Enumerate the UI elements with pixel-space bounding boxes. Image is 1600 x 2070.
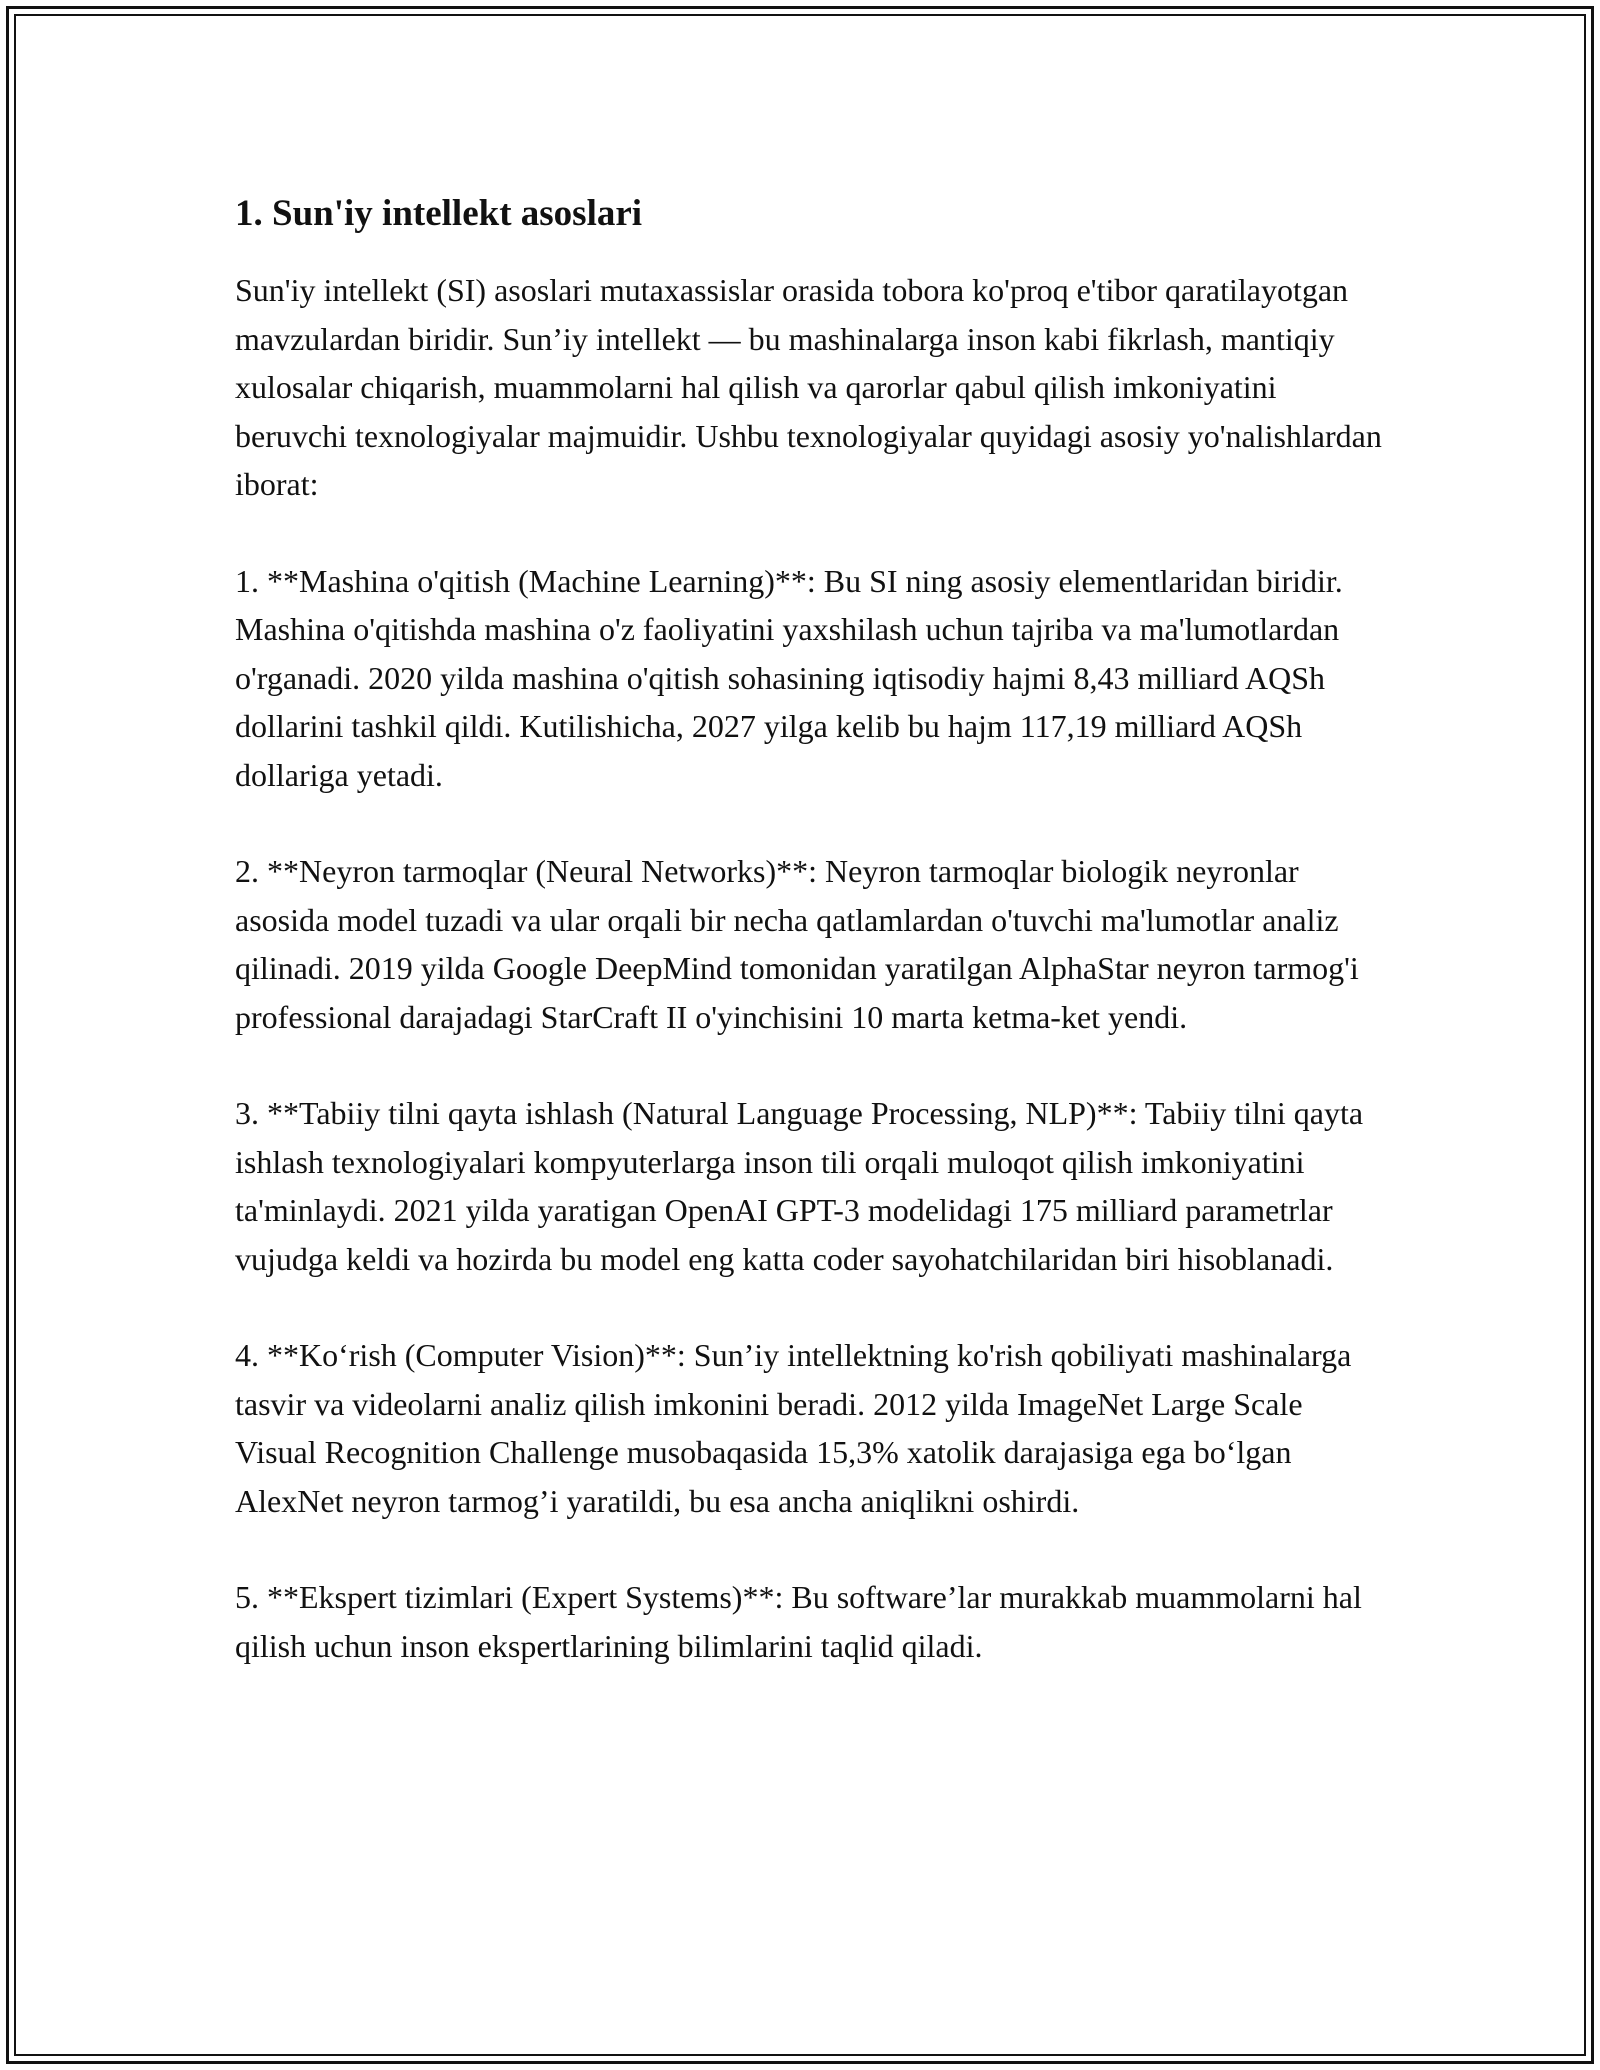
paragraph-expert-systems: 5. **Ekspert tizimlari (Expert Systems)**: Bu software’lar murakkab muammolarni hal qilish uchun inson ekspertlarining bilimlarini taqlid qiladi. [235,1579,1362,1664]
paragraph-computer-vision: 4. **Ko‘rish (Computer Vision)**: Sun’iy intellektning ko'rish qobiliyati mashinalarga tasvir va videolarni analiz qilish imkonini beradi. 2012 yilda ImageNet Large Scale Visual Recognition Challenge musobaqasida 15,3% xatolik darajasiga ega bo‘lgan AlexNet neyron tarmog’i yaratildi, bu esa ancha aniqlikni oshirdi. [235,1337,1352,1519]
paragraph-machine-learning: 1. **Mashina o'qitish (Machine Learning)**: Bu SI ning asosiy elementlaridan biridir. Mashina o'qitishda mashina o'z faoliyatini yaxshilash uchun tajriba va ma'lumotlardan o'rganadi. 2020 yilda mashina o'qitish sohasining iqtisodiy hajmi 8,43 milliard AQSh dollarini tashkil qildi. Kutilishicha, 2027 yilga kelib bu hajm 117,19 milliard AQSh dollariga yetadi. [235,562,1343,793]
paragraph-nlp: 3. **Tabiiy tilni qayta ishlash (Natural Language Processing, NLP)**: Tabiiy tilni qayta ishlash texnologiyalari kompyuterlarga inson tili orqali muloqot qilish imkoniyatini ta'minlaydi. 2021 yilda yaratigan OpenAI GPT-3 modelidagi 175 milliard parametrlar vujudga keldi va hozirda bu model eng katta coder sayohatchilaridan biri hisoblanadi. [235,1095,1364,1277]
intro-paragraph: Sun'iy intellekt (SI) asoslari mutaxassislar orasida tobora ko'proq e'tibor qaratilayotgan mavzulardan biridir. Sun’iy intellekt — bu mashinalarga inson kabi fikrlash, mantiqiy xulosalar chiqarish, muammolarni hal qilish va qarorlar qabul qilish imkoniyatini beruvchi texnologiyalar majmuidir. Ushbu texnologiyalar quyidagi asosiy yo'nalishlardan iborat: [235,272,1382,502]
page-title: 1. Sun'iy intellekt asoslari [235,193,643,234]
document-body [235,188,1385,1718]
paragraph-neural-networks: 2. **Neyron tarmoqlar (Neural Networks)**: Neyron tarmoqlar biologik neyronlar asosida model tuzadi va ular orqali bir necha qatlamlardan o'tuvchi ma'lumotlar analiz qilinadi. 2019 yilda Google DeepMind tomonidan yaratilgan AlphaStar neyron tarmog'i professional darajadagi StarCraft II o'yinchisini 10 marta ketma-ket yendi. [235,853,1359,1035]
